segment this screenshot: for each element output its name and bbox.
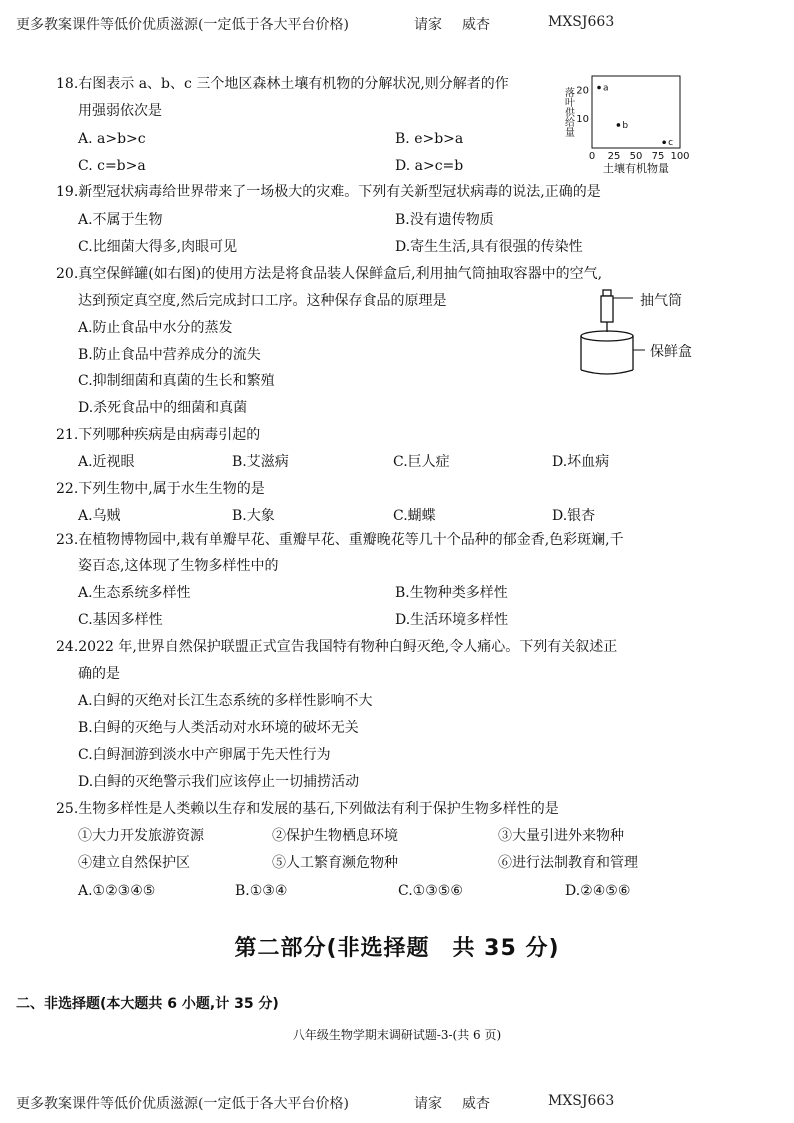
data-point-label-c: c [668,138,674,149]
q21-line1: 21.下列哪种疾病是由病毒引起的 [56,427,261,443]
banner-name-bottom: 威杏 [462,1096,490,1112]
q18-option-d: D. a>c=b [395,158,464,174]
q19-line1: 19.新型冠状病毒给世界带来了一场极大的灾难。下列有关新型冠状病毒的说法,正确的是 [56,184,601,200]
data-point-c [662,140,666,144]
banner-invite: 请家 [414,17,442,33]
data-point-label-a: a [603,83,609,94]
q20-line2: 达到预定真空度,然后完成封口工序。这种保存食品的原理是 [78,293,447,309]
q24-line2: 确的是 [78,666,120,682]
q25-option-d: D.②④⑤⑥ [565,883,631,899]
q25-item-4: ④建立自然保护区 [78,855,190,871]
q20-option-d: D.杀死食品中的细菌和真菌 [78,400,248,416]
q21-option-b: B.艾滋病 [232,454,289,470]
q23-option-d: D.生活环境多样性 [395,612,509,628]
q20-option-b: B.防止食品中营养成分的流失 [78,347,261,363]
q19-option-b: B.没有遗传物质 [395,212,494,228]
q23-line1: 23.在植物博物园中,栽有单瓣早花、重瓣早花、重瓣晚花等几十个品种的郁金香,色彩斑斓,千 [56,532,624,548]
q19-option-c: C.比细菌大得多,肉眼可见 [78,239,238,255]
banner-code-bottom: MXSJ663 [548,1093,615,1109]
y-tick-label: 10 [576,114,589,126]
q24-option-a: A.白鲟的灭绝对长江生态系统的多样性影响不大 [78,693,373,709]
x-tick-label: 50 [629,151,643,162]
data-point-b [617,123,621,127]
bottom-banner [16,1093,776,1113]
q25-item-1: ①大力开发旅游资源 [78,828,204,844]
q25-line1: 25.生物多样性是人类赖以生存和发展的基石,下列做法有利于保护生物多样性的是 [56,801,559,817]
banner-code: MXSJ663 [548,14,615,30]
q25-option-b: B.①③④ [235,883,288,899]
q18-option-b: B. e>b>a [395,131,464,147]
q22-option-d: D.银杏 [552,508,596,524]
x-axis-label: 土壤有机物量 [603,162,669,175]
section-2-title: 第二部分(非选择题 共 35 分) [234,936,560,961]
q25-item-2: ②保护生物栖息环境 [272,828,398,844]
q23-option-b: B.生物种类多样性 [395,585,508,601]
banner-text-bottom: 更多教案课件等低价优质滋源(一定低于各大平台价格) [16,1096,349,1112]
q21-option-d: D.坏血病 [552,454,610,470]
q20-line1: 20.真空保鲜罐(如右图)的使用方法是将食品装人保鲜盒后,利用抽气筒抽取容器中的空气, [56,266,603,282]
y-tick-label: 20 [576,85,589,97]
y-axis-label: 落叶供给量 [562,87,574,137]
q20-option-a: A.防止食品中水分的蒸发 [78,320,233,336]
q20-option-c: C.抑制细菌和真菌的生长和繁殖 [78,373,275,389]
x-tick-label: 75 [651,151,665,162]
data-point-label-b: b [622,120,629,131]
q18-scatter-chart [560,68,690,178]
q24-option-d: D.白鲟的灭绝警示我们应该停止一切捕捞活动 [78,774,360,790]
q18-option-c: C. c=b>a [78,158,146,174]
x-tick-label: 25 [607,151,621,162]
banner-name: 威杏 [462,17,490,33]
q22-option-c: C.蝴蝶 [393,508,436,524]
x-tick-label: 100 [670,151,690,162]
q24-line1: 24.2022 年,世界自然保护联盟正式宣告我国特有物种白鲟灭绝,令人痛心。下列有关叙述正 [56,639,618,655]
banner-invite-bottom: 请家 [414,1096,442,1112]
box-label: 保鲜盒 [650,344,692,360]
container-box-icon [581,331,633,374]
q18-line1: 18.右图表示 a、b、c 三个地区森林土壤有机物的分解状况,则分解者的作 [56,76,509,92]
data-point-a [597,86,601,90]
q21-option-a: A.近视眼 [78,454,135,470]
q24-option-c: C.白鲟洄游到淡水中产卵属于先天性行为 [78,747,331,763]
pump-icon [601,290,613,332]
q18-option-a: A. a>b>c [78,131,146,147]
section-2-subtitle: 二、非选择题(本大题共 6 小题,计 35 分) [16,996,279,1012]
q25-item-6: ⑥进行法制教育和管理 [498,855,638,871]
q22-option-a: A.乌贼 [78,508,121,524]
q21-option-c: C.巨人症 [393,454,450,470]
q22-option-b: B.大象 [232,508,275,524]
q25-option-a: A.①②③④⑤ [78,883,156,899]
q24-option-b: B.白鲟的灭绝与人类活动对水环境的破坏无关 [78,720,359,736]
q23-option-a: A.生态系统多样性 [78,585,191,601]
q22-line1: 22.下列生物中,属于水生生物的是 [56,481,265,497]
page-footer: 八年级生物学期末调研试题-3-(共 6 页) [292,1028,502,1042]
q18-line2: 用强弱依次是 [78,103,162,119]
q23-option-c: C.基因多样性 [78,612,163,628]
q19-option-a: A.不属于生物 [78,212,163,228]
q25-option-c: C.①③⑤⑥ [398,883,463,899]
q25-item-3: ③大量引进外来物种 [498,828,624,844]
x-tick-label: 0 [588,151,596,162]
banner-text: 更多教案课件等低价优质滋源(一定低于各大平台价格) [16,17,349,33]
q25-item-5: ⑤人工繁育濒危物种 [272,855,398,871]
q19-option-d: D.寄生生活,具有很强的传染性 [395,239,583,255]
pump-label: 抽气筒 [640,293,682,309]
q23-line2: 姿百态,这体现了生物多样性中的 [78,558,279,574]
top-banner [16,14,776,34]
